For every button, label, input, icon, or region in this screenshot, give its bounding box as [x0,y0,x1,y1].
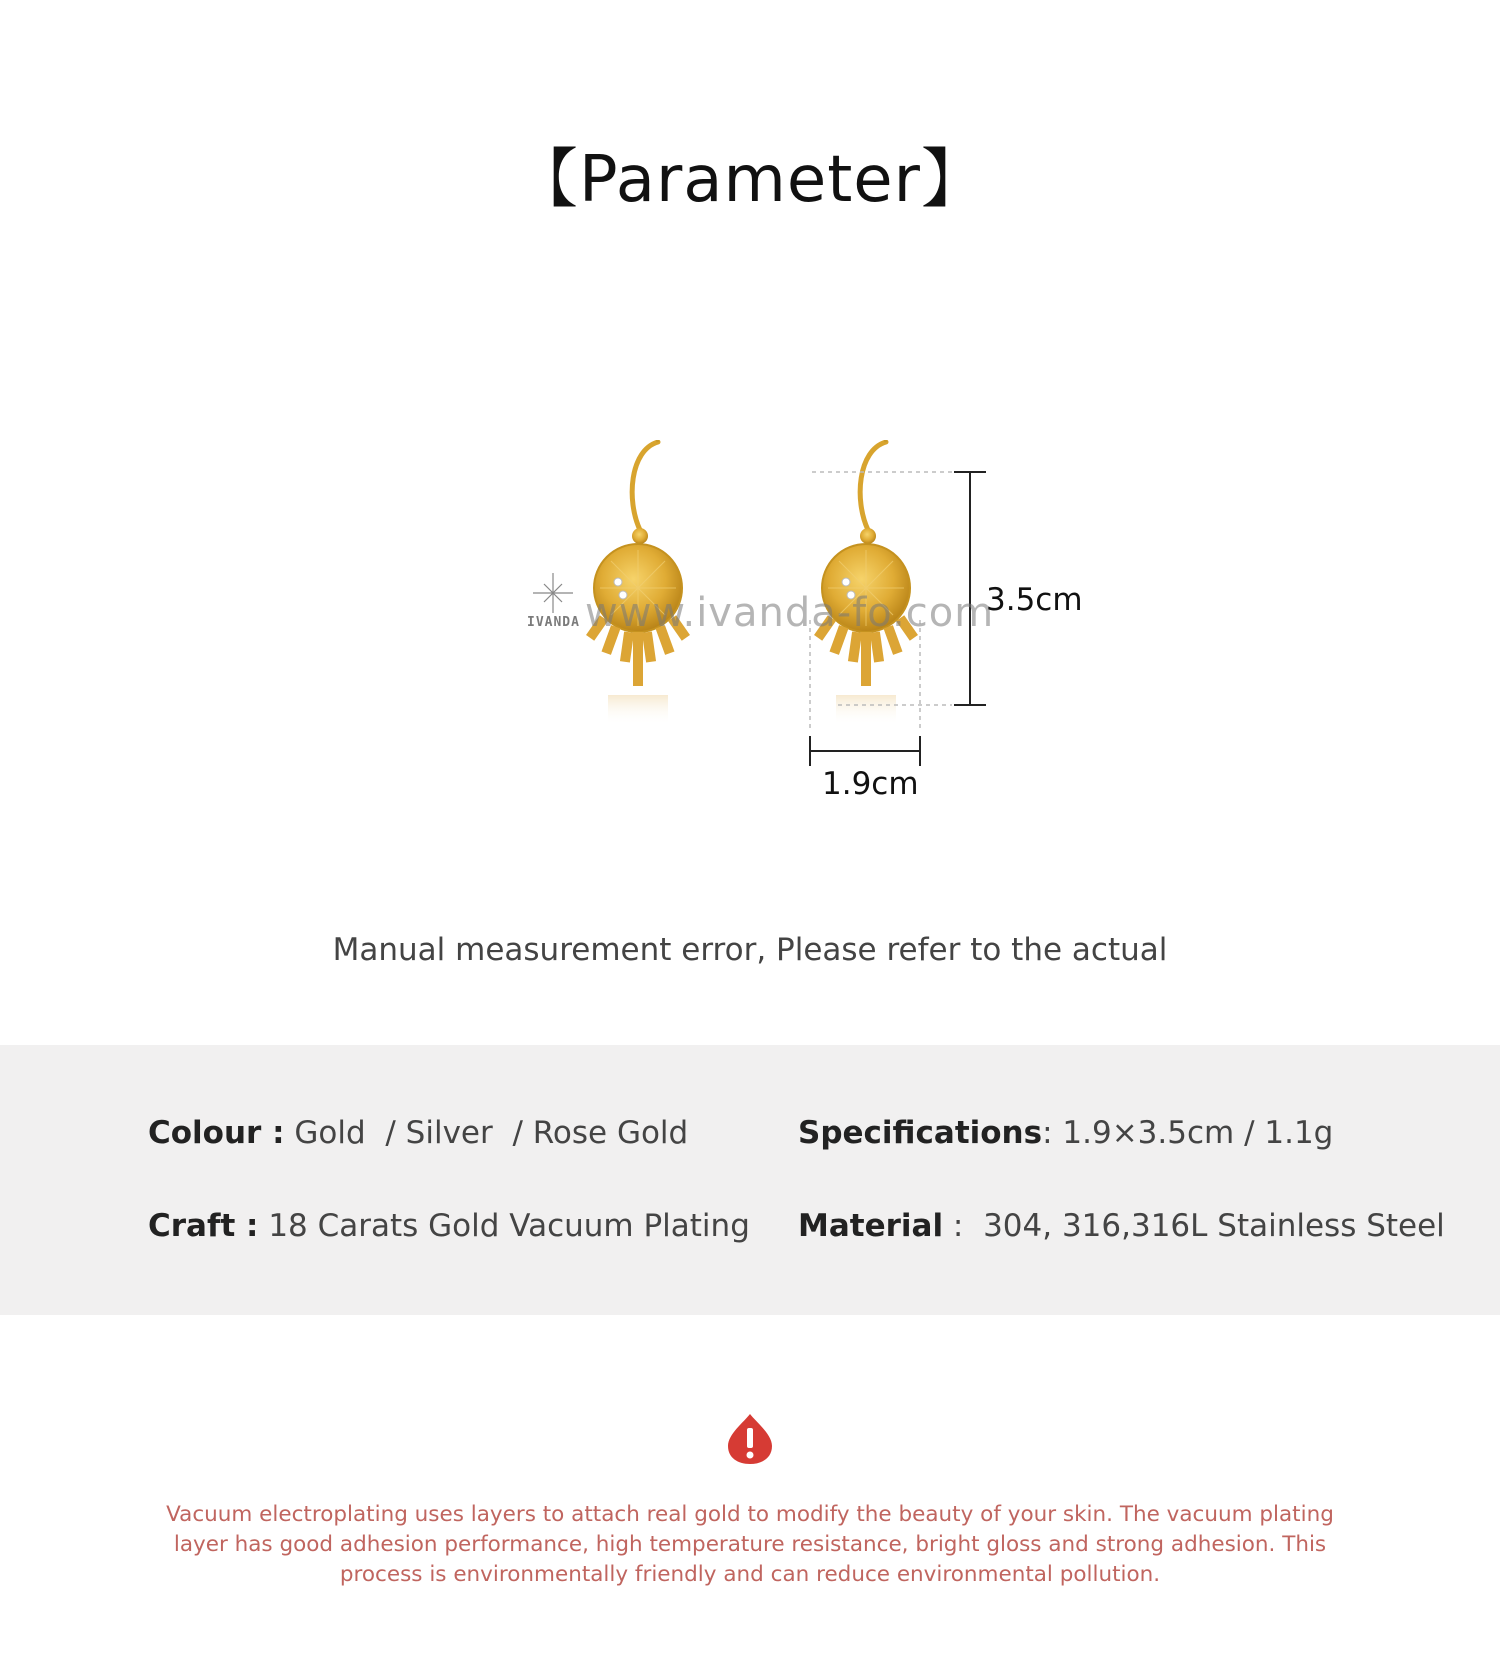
spec-colour-value: Gold / Silver / Rose Gold [294,1115,689,1151]
spec-material-value: : 304, 316,316L Stainless Steel [943,1208,1445,1244]
spec-colour [148,1115,688,1151]
measurement-note: Manual measurement error, Please refer to the actual [332,932,1168,968]
spec-craft-value: 18 Carats Gold Vacuum Plating [268,1208,750,1244]
disclaimer-text: Vacuum electroplating uses layers to attach real gold to modify the beauty of your skin. The vacuum plating layer has good adhesion performance, high temperature resistance, bright gloss and strong adhesion. This process is environmentally friendly and can reduce environmental pollution. [166,1502,1334,1587]
spec-specifications [798,1115,1333,1151]
spec-specifications-label: Specifications [798,1115,1043,1151]
spec-craft [148,1208,750,1244]
watermark-text: www.ivanda-fo.com [585,590,995,636]
spec-colour-label: Colour : [148,1115,285,1151]
height-dimension-line [954,472,986,705]
brand-logo-text: IVANDA [527,615,580,630]
spec-material-label: Material [798,1208,944,1244]
left-earring [586,440,690,725]
width-dimension-line [810,736,920,766]
spec-material [798,1208,1445,1244]
right-earring [814,440,918,725]
spec-craft-label: Craft : [148,1208,259,1244]
spec-panel [0,1045,1500,1315]
spec-specifications-value: : 1.9×3.5cm / 1.1g [1042,1115,1334,1151]
brand-star-icon [533,573,573,613]
height-label: 3.5cm [986,582,1083,618]
page-title: 【Parameter】 [514,143,986,217]
exclamation-icon [726,1412,774,1470]
width-label: 1.9cm [822,766,919,802]
